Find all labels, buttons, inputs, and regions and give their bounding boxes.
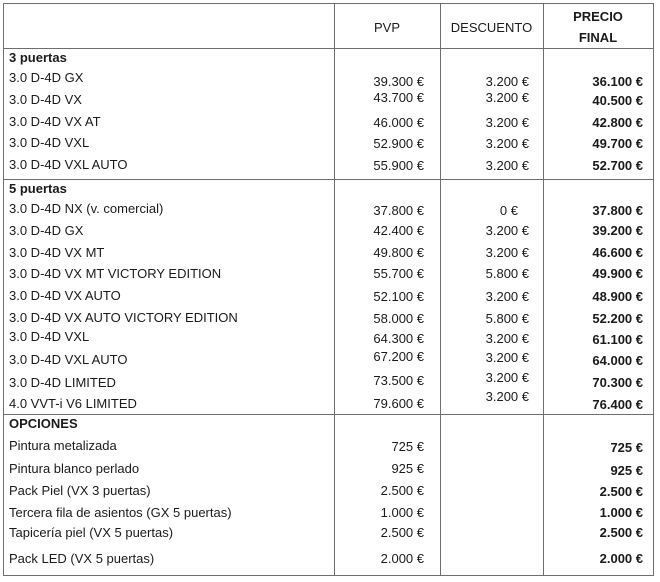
header-pvp: PVP xyxy=(373,20,400,35)
row-model: 3.0 D-4D VXL xyxy=(9,135,90,150)
row-final: 70.300 € xyxy=(592,375,643,390)
row-final: 42.800 € xyxy=(592,115,643,130)
section-divider-opciones xyxy=(4,414,653,415)
column-divider-final xyxy=(543,4,544,575)
row-descuento: 3.200 € xyxy=(485,136,529,151)
row-pvp: 2.500 € xyxy=(380,483,424,498)
row-descuento: 3.200 € xyxy=(485,90,529,105)
row-pvp: 925 € xyxy=(391,461,424,476)
row-pvp: 2.000 € xyxy=(380,551,424,566)
row-descuento: 3.200 € xyxy=(485,289,529,304)
row-model: 3.0 D-4D VX xyxy=(9,92,82,107)
row-final: 76.400 € xyxy=(592,397,643,412)
row-descuento: 3.200 € xyxy=(485,223,529,238)
column-divider-pvp xyxy=(334,4,335,575)
group-title-3-puertas: 3 puertas xyxy=(9,50,67,65)
row-pvp: 79.600 € xyxy=(373,396,424,411)
row-descuento: 3.200 € xyxy=(485,370,529,385)
row-descuento: 3.200 € xyxy=(485,158,529,173)
row-pvp: 49.800 € xyxy=(373,245,424,260)
row-model: 3.0 D-4D VX AT xyxy=(9,114,101,129)
row-model: 3.0 D-4D VX MT VICTORY EDITION xyxy=(9,266,222,281)
row-descuento: 3.200 € xyxy=(485,74,529,89)
row-model: 4.0 VVT-i V6 LIMITED xyxy=(9,396,137,411)
row-final: 39.200 € xyxy=(592,223,643,238)
row-final: 2.500 € xyxy=(599,525,643,540)
row-final: 725 € xyxy=(610,440,643,455)
row-pvp: 2.500 € xyxy=(380,525,424,540)
row-pvp: 67.200 € xyxy=(373,349,424,364)
section-divider-5-puertas xyxy=(4,179,653,180)
row-final: 40.500 € xyxy=(592,93,643,108)
row-final: 64.000 € xyxy=(592,353,643,368)
row-pvp: 58.000 € xyxy=(373,311,424,326)
header-precio: PRECIO xyxy=(573,9,623,24)
row-pvp: 46.000 € xyxy=(373,115,424,130)
row-pvp: 64.300 € xyxy=(373,331,424,346)
row-model: 3.0 D-4D VX AUTO xyxy=(9,288,121,303)
row-pvp: 55.700 € xyxy=(373,266,424,281)
row-descuento: 3.200 € xyxy=(485,389,529,404)
row-pvp: 52.900 € xyxy=(373,136,424,151)
row-final: 49.900 € xyxy=(592,266,643,281)
row-final: 52.700 € xyxy=(592,158,643,173)
header-divider xyxy=(4,48,653,49)
row-pvp: 39.300 € xyxy=(373,74,424,89)
row-model: Pintura metalizada xyxy=(9,438,117,453)
row-descuento: 5.800 € xyxy=(485,311,529,326)
group-title-opciones: OPCIONES xyxy=(9,416,78,431)
row-final: 2.500 € xyxy=(599,484,643,499)
row-model: Pack Piel (VX 3 puertas) xyxy=(9,483,151,498)
row-descuento: 3.200 € xyxy=(485,115,529,130)
row-model: Tapicería piel (VX 5 puertas) xyxy=(9,525,174,540)
row-final: 52.200 € xyxy=(592,311,643,326)
row-final: 36.100 € xyxy=(592,74,643,89)
row-descuento: 3.200 € xyxy=(485,331,529,346)
row-pvp: 725 € xyxy=(391,439,424,454)
row-final: 37.800 € xyxy=(592,203,643,218)
row-pvp: 37.800 € xyxy=(373,203,424,218)
row-final: 925 € xyxy=(610,463,643,478)
row-pvp: 42.400 € xyxy=(373,223,424,238)
row-pvp: 52.100 € xyxy=(373,289,424,304)
price-table xyxy=(3,3,654,576)
row-pvp: 43.700 € xyxy=(373,90,424,105)
row-model: 3.0 D-4D GX xyxy=(9,70,84,85)
row-model: 3.0 D-4D VX MT xyxy=(9,245,105,260)
row-model: 3.0 D-4D VXL AUTO xyxy=(9,352,128,367)
row-final: 46.600 € xyxy=(592,245,643,260)
header-final: FINAL xyxy=(578,30,618,45)
row-final: 49.700 € xyxy=(592,136,643,151)
row-final: 48.900 € xyxy=(592,289,643,304)
row-model: 3.0 D-4D GX xyxy=(9,223,84,238)
row-model: Tercera fila de asientos (GX 5 puertas) xyxy=(9,505,232,520)
row-model: 3.0 D-4D VXL xyxy=(9,329,90,344)
header-descuento: DESCUENTO xyxy=(450,20,533,35)
row-final: 61.100 € xyxy=(592,332,643,347)
row-descuento: 5.800 € xyxy=(485,266,529,281)
row-model: Pack LED (VX 5 puertas) xyxy=(9,551,155,566)
row-descuento: 0 € xyxy=(499,203,518,218)
row-final: 2.000 € xyxy=(599,551,643,566)
row-model: 3.0 D-4D LIMITED xyxy=(9,375,116,390)
row-model: 3.0 D-4D VX AUTO VICTORY EDITION xyxy=(9,310,238,325)
column-divider-descuento xyxy=(440,4,441,575)
group-title-5-puertas: 5 puertas xyxy=(9,181,67,196)
row-pvp: 73.500 € xyxy=(373,373,424,388)
row-descuento: 3.200 € xyxy=(485,350,529,365)
row-descuento: 3.200 € xyxy=(485,245,529,260)
row-model: Pintura blanco perlado xyxy=(9,461,140,476)
row-final: 1.000 € xyxy=(599,505,643,520)
row-pvp: 1.000 € xyxy=(380,505,424,520)
row-pvp: 55.900 € xyxy=(373,158,424,173)
row-model: 3.0 D-4D VXL AUTO xyxy=(9,157,128,172)
row-model: 3.0 D-4D NX (v. comercial) xyxy=(9,201,164,216)
